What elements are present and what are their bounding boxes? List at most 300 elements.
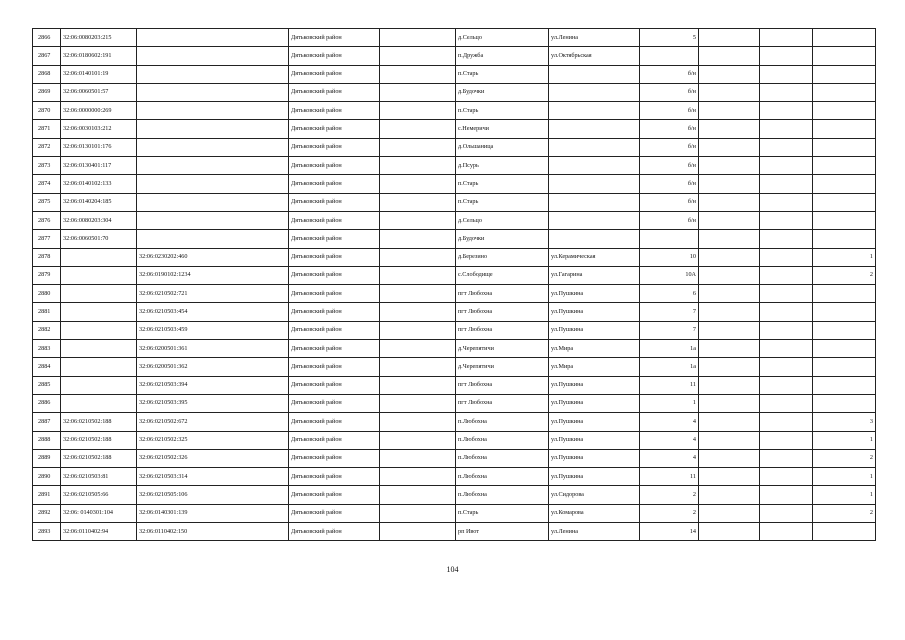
apartment-cell [813, 285, 876, 303]
cadastral-number-cell: 32:06:0130101:176 [61, 138, 137, 156]
apartment-cell: 1 [813, 486, 876, 504]
row-number-cell: 2885 [33, 376, 61, 394]
extra-cell-1 [699, 157, 760, 175]
district-cell: Дятьковский район [289, 340, 380, 358]
table-row [33, 413, 876, 431]
street-cell: ул.Пушкина [549, 394, 640, 412]
district-cell: Дятьковский район [289, 248, 380, 266]
house-number-cell: 1 [640, 394, 699, 412]
empty-cell [380, 211, 456, 229]
locality-cell: п.Дружба [456, 47, 549, 65]
empty-cell [380, 175, 456, 193]
extra-cell-2 [760, 376, 813, 394]
extra-cell-1 [699, 230, 760, 248]
extra-cell-1 [699, 138, 760, 156]
cadastral-number-cell: 32:06:0000000:269 [61, 102, 137, 120]
object-cadastral-number-cell: 32:06:0210502:326 [137, 449, 289, 467]
object-cadastral-number-cell: 32:06:0210502:721 [137, 285, 289, 303]
empty-cell [380, 340, 456, 358]
apartment-cell [813, 157, 876, 175]
district-cell: Дятьковский район [289, 83, 380, 101]
object-cadastral-number-cell: 32:06:0110402:150 [137, 523, 289, 541]
empty-cell [380, 486, 456, 504]
page-number: 104 [446, 565, 459, 574]
house-number-cell: б/н [640, 157, 699, 175]
extra-cell-1 [699, 175, 760, 193]
row-number-cell: 2869 [33, 83, 61, 101]
street-cell: ул.Сидорова [549, 486, 640, 504]
locality-cell: п.Любохна [456, 431, 549, 449]
district-cell: Дятьковский район [289, 394, 380, 412]
locality-cell: д.Будочки [456, 230, 549, 248]
extra-cell-2 [760, 138, 813, 156]
table-row [33, 394, 876, 412]
cadastral-number-cell: 32:06:0210502:188 [61, 449, 137, 467]
locality-cell: д.Черепятичи [456, 358, 549, 376]
object-cadastral-number-cell: 32:06:0230202:460 [137, 248, 289, 266]
extra-cell-1 [699, 83, 760, 101]
table-row [33, 83, 876, 101]
apartment-cell [813, 394, 876, 412]
house-number-cell: б/н [640, 102, 699, 120]
extra-cell-2 [760, 266, 813, 284]
row-number-cell: 2880 [33, 285, 61, 303]
locality-cell: д.Ольшаница [456, 138, 549, 156]
street-cell [549, 83, 640, 101]
house-number-cell: 2 [640, 486, 699, 504]
row-number-cell: 2881 [33, 303, 61, 321]
extra-cell-2 [760, 230, 813, 248]
table-row [33, 449, 876, 467]
house-number-cell [640, 47, 699, 65]
object-cadastral-number-cell [137, 157, 289, 175]
row-number-cell: 2874 [33, 175, 61, 193]
object-cadastral-number-cell: 32:06:0200501:361 [137, 340, 289, 358]
table-row [33, 211, 876, 229]
cadastral-number-cell: 32:06:0210502:188 [61, 431, 137, 449]
street-cell: ул.Комарова [549, 504, 640, 522]
district-cell: Дятьковский район [289, 523, 380, 541]
row-number-cell: 2878 [33, 248, 61, 266]
apartment-cell [813, 358, 876, 376]
extra-cell-1 [699, 285, 760, 303]
house-number-cell: 6 [640, 285, 699, 303]
extra-cell-1 [699, 248, 760, 266]
extra-cell-1 [699, 266, 760, 284]
cadastral-number-cell: 32:06:0030103:212 [61, 120, 137, 138]
locality-cell: д.Сельцо [456, 211, 549, 229]
row-number-cell: 2888 [33, 431, 61, 449]
street-cell [549, 211, 640, 229]
extra-cell-2 [760, 248, 813, 266]
cadastral-number-cell [61, 248, 137, 266]
object-cadastral-number-cell: 32:06:0210503:454 [137, 303, 289, 321]
table-row [33, 468, 876, 486]
row-number-cell: 2889 [33, 449, 61, 467]
house-number-cell: 4 [640, 449, 699, 467]
object-cadastral-number-cell: 32:06:0210503:394 [137, 376, 289, 394]
object-cadastral-number-cell [137, 193, 289, 211]
table-row [33, 29, 876, 47]
empty-cell [380, 523, 456, 541]
apartment-cell [813, 376, 876, 394]
apartment-cell: 1 [813, 431, 876, 449]
cadastral-number-cell: 32:06:0140102:133 [61, 175, 137, 193]
district-cell: Дятьковский район [289, 413, 380, 431]
extra-cell-1 [699, 394, 760, 412]
locality-cell: п.Старь [456, 65, 549, 83]
extra-cell-2 [760, 468, 813, 486]
house-number-cell: 7 [640, 321, 699, 339]
row-number-cell: 2886 [33, 394, 61, 412]
extra-cell-1 [699, 303, 760, 321]
house-number-cell: 7 [640, 303, 699, 321]
district-cell: Дятьковский район [289, 486, 380, 504]
empty-cell [380, 449, 456, 467]
extra-cell-2 [760, 340, 813, 358]
apartment-cell: 3 [813, 413, 876, 431]
apartment-cell [813, 120, 876, 138]
extra-cell-1 [699, 193, 760, 211]
street-cell: ул.Гагарина [549, 266, 640, 284]
table-row [33, 138, 876, 156]
extra-cell-2 [760, 211, 813, 229]
street-cell: ул.Ленина [549, 523, 640, 541]
locality-cell: с.Слободище [456, 266, 549, 284]
locality-cell: п.Старь [456, 102, 549, 120]
apartment-cell [813, 230, 876, 248]
house-number-cell: 11 [640, 468, 699, 486]
extra-cell-1 [699, 413, 760, 431]
apartment-cell [813, 340, 876, 358]
table-row [33, 248, 876, 266]
street-cell: ул.Октябрьская [549, 47, 640, 65]
locality-cell: п.Любохна [456, 486, 549, 504]
district-cell: Дятьковский район [289, 358, 380, 376]
extra-cell-1 [699, 211, 760, 229]
extra-cell-1 [699, 120, 760, 138]
table-row [33, 102, 876, 120]
extra-cell-1 [699, 358, 760, 376]
locality-cell: пгт Любохна [456, 376, 549, 394]
apartment-cell [813, 523, 876, 541]
row-number-cell: 2883 [33, 340, 61, 358]
street-cell: ул.Керамическая [549, 248, 640, 266]
locality-cell: пгт Любохна [456, 303, 549, 321]
district-cell: Дятьковский район [289, 266, 380, 284]
empty-cell [380, 376, 456, 394]
object-cadastral-number-cell [137, 211, 289, 229]
cadastral-number-cell: 32:06:0140204:185 [61, 193, 137, 211]
row-number-cell: 2884 [33, 358, 61, 376]
apartment-cell [813, 193, 876, 211]
extra-cell-2 [760, 193, 813, 211]
house-number-cell: 11 [640, 376, 699, 394]
table-row [33, 321, 876, 339]
object-cadastral-number-cell: 32:06:0210505:106 [137, 486, 289, 504]
house-number-cell: б/н [640, 120, 699, 138]
empty-cell [380, 138, 456, 156]
table-row [33, 340, 876, 358]
district-cell: Дятьковский район [289, 449, 380, 467]
row-number-cell: 2873 [33, 157, 61, 175]
empty-cell [380, 248, 456, 266]
extra-cell-2 [760, 102, 813, 120]
object-cadastral-number-cell [137, 102, 289, 120]
street-cell: ул.Пушкина [549, 468, 640, 486]
street-cell: ул.Пушкина [549, 321, 640, 339]
cadastral-number-cell: 32:06:0060501:70 [61, 230, 137, 248]
district-cell: Дятьковский район [289, 321, 380, 339]
street-cell [549, 65, 640, 83]
table-row [33, 157, 876, 175]
extra-cell-1 [699, 486, 760, 504]
empty-cell [380, 193, 456, 211]
apartment-cell [813, 83, 876, 101]
table-row [33, 65, 876, 83]
street-cell: ул.Пушкина [549, 449, 640, 467]
cadastral-number-cell: 32:06:0210505:66 [61, 486, 137, 504]
district-cell: Дятьковский район [289, 120, 380, 138]
table-row [33, 266, 876, 284]
extra-cell-1 [699, 47, 760, 65]
row-number-cell: 2866 [33, 29, 61, 47]
extra-cell-1 [699, 504, 760, 522]
extra-cell-2 [760, 504, 813, 522]
locality-cell: п.Любохна [456, 449, 549, 467]
table-row [33, 120, 876, 138]
object-cadastral-number-cell: 32:06:0210503:314 [137, 468, 289, 486]
extra-cell-2 [760, 120, 813, 138]
object-cadastral-number-cell: 32:06:0210503:395 [137, 394, 289, 412]
empty-cell [380, 83, 456, 101]
apartment-cell [813, 65, 876, 83]
locality-cell: п.Старь [456, 504, 549, 522]
apartment-cell: 1 [813, 468, 876, 486]
apartment-cell [813, 102, 876, 120]
cadastral-number-cell [61, 376, 137, 394]
row-number-cell: 2868 [33, 65, 61, 83]
apartment-cell [813, 303, 876, 321]
house-number-cell: 14 [640, 523, 699, 541]
row-number-cell: 2867 [33, 47, 61, 65]
extra-cell-2 [760, 175, 813, 193]
row-number-cell: 2882 [33, 321, 61, 339]
street-cell: ул.Пушкина [549, 285, 640, 303]
apartment-cell [813, 138, 876, 156]
object-cadastral-number-cell: 32:06:0190102:1234 [137, 266, 289, 284]
extra-cell-2 [760, 29, 813, 47]
empty-cell [380, 102, 456, 120]
table-row [33, 47, 876, 65]
object-cadastral-number-cell: 32:06:0210502:672 [137, 413, 289, 431]
locality-cell: д.Будочки [456, 83, 549, 101]
apartment-cell [813, 47, 876, 65]
object-cadastral-number-cell [137, 65, 289, 83]
district-cell: Дятьковский район [289, 138, 380, 156]
street-cell: ул.Пушкина [549, 413, 640, 431]
extra-cell-2 [760, 65, 813, 83]
extra-cell-2 [760, 413, 813, 431]
cadastral-number-cell: 32:06:0130401:117 [61, 157, 137, 175]
empty-cell [380, 65, 456, 83]
district-cell: Дятьковский район [289, 504, 380, 522]
district-cell: Дятьковский район [289, 29, 380, 47]
street-cell [549, 175, 640, 193]
locality-cell: д.Черепятичи [456, 340, 549, 358]
locality-cell: д.Березино [456, 248, 549, 266]
house-number-cell: 2 [640, 504, 699, 522]
house-number-cell: 4 [640, 431, 699, 449]
empty-cell [380, 120, 456, 138]
cadastral-number-cell: 32:06:0060501:57 [61, 83, 137, 101]
extra-cell-2 [760, 523, 813, 541]
row-number-cell: 2893 [33, 523, 61, 541]
extra-cell-1 [699, 523, 760, 541]
table-row [33, 175, 876, 193]
apartment-cell: 2 [813, 504, 876, 522]
district-cell: Дятьковский район [289, 102, 380, 120]
locality-cell: пгт Любохна [456, 321, 549, 339]
locality-cell: п.Любохна [456, 413, 549, 431]
locality-cell: п.Старь [456, 193, 549, 211]
house-number-cell: б/н [640, 175, 699, 193]
cadastral-number-cell: 32:06:0210502:188 [61, 413, 137, 431]
extra-cell-2 [760, 83, 813, 101]
street-cell [549, 102, 640, 120]
apartment-cell [813, 175, 876, 193]
cadastral-number-cell: 32:06:0180602:191 [61, 47, 137, 65]
house-number-cell: 10 [640, 248, 699, 266]
extra-cell-2 [760, 47, 813, 65]
cadastral-number-cell: 32:06:0210503:81 [61, 468, 137, 486]
cadastral-number-cell [61, 285, 137, 303]
street-cell [549, 230, 640, 248]
extra-cell-2 [760, 285, 813, 303]
object-cadastral-number-cell [137, 120, 289, 138]
house-number-cell: 4 [640, 413, 699, 431]
street-cell: ул.Пушкина [549, 431, 640, 449]
empty-cell [380, 431, 456, 449]
locality-cell: п.Любохна [456, 468, 549, 486]
object-cadastral-number-cell [137, 47, 289, 65]
empty-cell [380, 230, 456, 248]
house-number-cell: 10А [640, 266, 699, 284]
row-number-cell: 2870 [33, 102, 61, 120]
extra-cell-1 [699, 29, 760, 47]
street-cell: ул.Пушкина [549, 303, 640, 321]
cadastral-number-cell: 32:06: 0140301:104 [61, 504, 137, 522]
object-cadastral-number-cell [137, 175, 289, 193]
row-number-cell: 2871 [33, 120, 61, 138]
extra-cell-1 [699, 376, 760, 394]
house-number-cell: 1а [640, 358, 699, 376]
empty-cell [380, 47, 456, 65]
street-cell: ул.Мира [549, 358, 640, 376]
house-number-cell: б/н [640, 211, 699, 229]
cadastral-number-cell [61, 358, 137, 376]
house-number-cell: 1а [640, 340, 699, 358]
empty-cell [380, 266, 456, 284]
district-cell: Дятьковский район [289, 211, 380, 229]
registry-table [32, 28, 876, 541]
empty-cell [380, 504, 456, 522]
table-row [33, 376, 876, 394]
extra-cell-2 [760, 431, 813, 449]
apartment-cell [813, 211, 876, 229]
cadastral-number-cell [61, 266, 137, 284]
house-number-cell: б/н [640, 65, 699, 83]
table-row [33, 285, 876, 303]
empty-cell [380, 468, 456, 486]
district-cell: Дятьковский район [289, 65, 380, 83]
object-cadastral-number-cell: 32:06:0210502:325 [137, 431, 289, 449]
district-cell: Дятьковский район [289, 230, 380, 248]
house-number-cell: б/н [640, 83, 699, 101]
row-number-cell: 2877 [33, 230, 61, 248]
row-number-cell: 2876 [33, 211, 61, 229]
district-cell: Дятьковский район [289, 47, 380, 65]
extra-cell-1 [699, 468, 760, 486]
extra-cell-1 [699, 449, 760, 467]
street-cell [549, 193, 640, 211]
locality-cell: д.Сельцо [456, 29, 549, 47]
extra-cell-2 [760, 394, 813, 412]
extra-cell-1 [699, 102, 760, 120]
street-cell [549, 120, 640, 138]
empty-cell [380, 29, 456, 47]
extra-cell-1 [699, 321, 760, 339]
house-number-cell: б/н [640, 193, 699, 211]
object-cadastral-number-cell: 32:06:0210503:459 [137, 321, 289, 339]
table-row [33, 230, 876, 248]
district-cell: Дятьковский район [289, 376, 380, 394]
district-cell: Дятьковский район [289, 175, 380, 193]
row-number-cell: 2875 [33, 193, 61, 211]
empty-cell [380, 394, 456, 412]
object-cadastral-number-cell: 32:06:0200501:362 [137, 358, 289, 376]
cadastral-number-cell: 32:06:0080203:304 [61, 211, 137, 229]
empty-cell [380, 157, 456, 175]
table-row [33, 303, 876, 321]
extra-cell-1 [699, 431, 760, 449]
table-row [33, 486, 876, 504]
apartment-cell: 1 [813, 248, 876, 266]
apartment-cell: 2 [813, 266, 876, 284]
locality-cell: д.Псурь [456, 157, 549, 175]
extra-cell-2 [760, 449, 813, 467]
cadastral-number-cell [61, 340, 137, 358]
row-number-cell: 2887 [33, 413, 61, 431]
empty-cell [380, 413, 456, 431]
extra-cell-2 [760, 486, 813, 504]
table-row [33, 523, 876, 541]
house-number-cell [640, 230, 699, 248]
district-cell: Дятьковский район [289, 193, 380, 211]
table-row [33, 193, 876, 211]
empty-cell [380, 358, 456, 376]
house-number-cell: б/н [640, 138, 699, 156]
district-cell: Дятьковский район [289, 431, 380, 449]
house-number-cell: 5 [640, 29, 699, 47]
cadastral-number-cell [61, 321, 137, 339]
locality-cell: пгт Любохна [456, 394, 549, 412]
district-cell: Дятьковский район [289, 157, 380, 175]
object-cadastral-number-cell [137, 29, 289, 47]
apartment-cell: 2 [813, 449, 876, 467]
cadastral-number-cell [61, 394, 137, 412]
locality-cell: пгт Любохна [456, 285, 549, 303]
